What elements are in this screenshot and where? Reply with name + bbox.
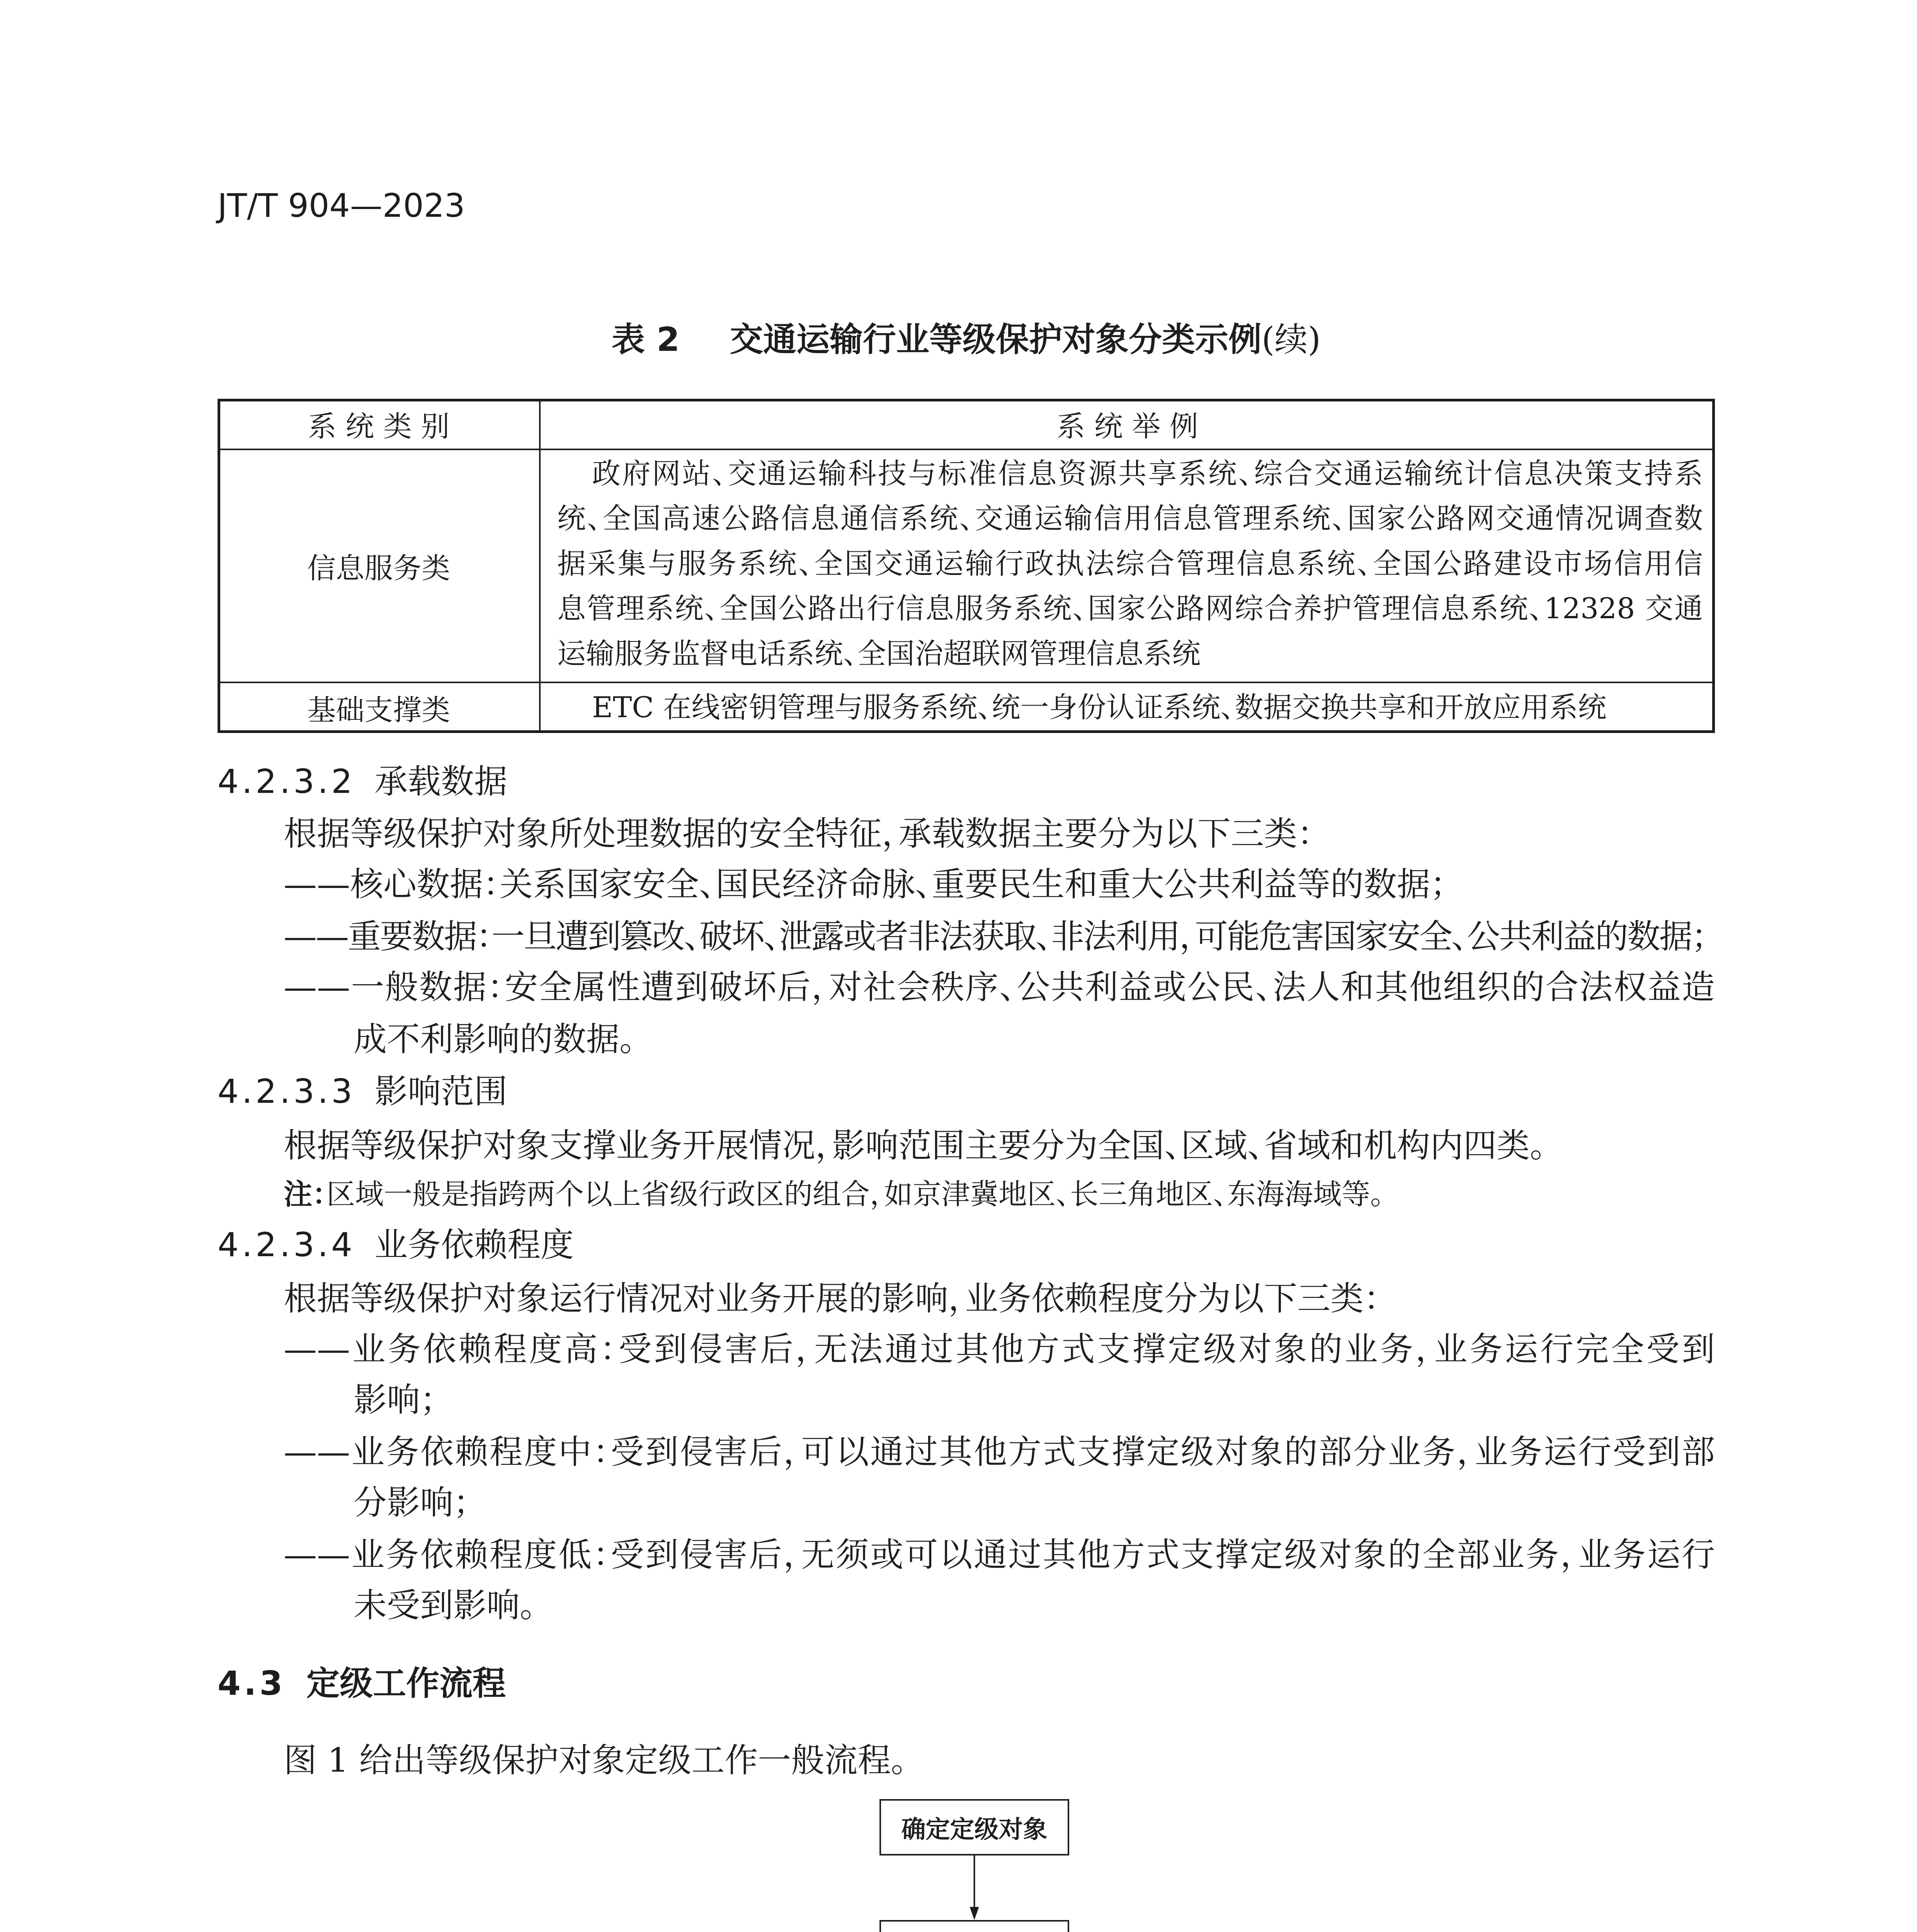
list-item-line: 未受到影响。: [354, 1586, 536, 1625]
note: [284, 1169, 1385, 1220]
note-text: 区域一般是指跨两个以上省级行政区的组合，如京津冀地区、长三角地区、东海海域等。: [327, 1178, 1385, 1211]
flow-arrow: [970, 1855, 979, 1920]
table-caption: [218, 314, 1715, 366]
flowchart: [773, 1785, 1167, 1932]
list-item-line: ——业务依赖程度高：受到侵害后，无法通过其他方式支撑定级对象的业务，业务运行完全受到: [284, 1330, 1715, 1369]
table-cell-line: 统、全国高速公路信息通信系统、交通运输信用信息管理系统、国家公路网交通情况调查数: [557, 502, 1703, 535]
section-title: 业务依赖程度: [374, 1226, 574, 1264]
paragraph-line: 根据等级保护对象运行情况对业务开展的影响，业务依赖程度分为以下三类：: [284, 1279, 1380, 1318]
list-item-line: 成不利影响的数据。: [354, 1020, 636, 1059]
paragraph-line: 根据等级保护对象所处理数据的安全特征，承载数据主要分为以下三类：: [284, 815, 1314, 853]
section-title: 影响范围: [374, 1072, 507, 1111]
section-heading: [218, 1066, 507, 1117]
classification-table: [218, 399, 1715, 733]
flow-step-box: [879, 1920, 1069, 1932]
section-number: 4.2.3.2: [218, 762, 356, 801]
table-cell-line: 息管理系统、全国公路出行信息服务系统、国家公路网综合养护管理信息系统、12328 交通: [557, 592, 1703, 625]
list-item-line: ——业务依赖程度低：受到侵害后，无须或可以通过其他方式支撑定级对象的全部业务，业务运行: [284, 1536, 1715, 1574]
section-number: 4.2.3.4: [218, 1226, 356, 1264]
list-item-line: 分影响；: [354, 1483, 470, 1522]
section-heading: [218, 1658, 506, 1709]
table-cell-category: 信息服务类: [307, 551, 450, 585]
list-item-line: ——核心数据：关系国家安全、国民经济命脉、重要民生和重大公共利益等的数据；: [284, 865, 1447, 904]
section-title: 定级工作流程: [306, 1664, 506, 1703]
table-cell-line: 运输服务监督电话系统、全国治超联网管理信息系统: [557, 637, 1201, 670]
section-number: 4.2.3.3: [218, 1072, 356, 1111]
table-header-category: 系 统 类 别: [308, 410, 450, 443]
table-caption-title: 交通运输行业等级保护对象分类示例: [730, 320, 1262, 359]
flow-step-box: 确定定级对象: [879, 1799, 1069, 1855]
table-cell-category: 基础支撑类: [307, 693, 450, 727]
table-cell-line: ETC 在线密钥管理与服务系统、统一身份认证系统、数据交换共享和开放应用系统: [592, 691, 1607, 724]
paragraph-line: 图 1 给出等级保护对象定级工作一般流程。: [284, 1741, 908, 1780]
list-item-line: ——业务依赖程度中：受到侵害后，可以通过其他方式支撑定级对象的部分业务，业务运行受到部: [284, 1433, 1715, 1471]
list-item-line: ——一般数据：安全属性遭到破坏后，对社会秩序、公共利益或公民、法人和其他组织的合法权益造: [284, 968, 1715, 1007]
standard-code-header: JT/T 904—2023: [218, 187, 465, 224]
list-item-line: 影响；: [354, 1381, 437, 1419]
section-heading: [218, 756, 507, 808]
jt-watermark-seal: [1140, 1924, 1441, 1932]
table-header-examples: 系 统 举 例: [1056, 410, 1198, 443]
table-caption-continued: (续): [1261, 320, 1321, 359]
table-cell-line: 政府网站、交通运输科技与标准信息资源共享系统、综合交通运输统计信息决策支持系: [592, 457, 1703, 490]
paragraph-line: 根据等级保护对象支撑业务开展情况，影响范围主要分为全国、区域、省域和机构内四类。: [284, 1126, 1546, 1165]
table-cell-line: 据采集与服务系统、全国交通运输行政执法综合管理信息系统、全国公路建设市场信用信: [557, 547, 1703, 580]
list-item-line: ——重要数据：一旦遭到篡改、破坏、泄露或者非法获取、非法利用，可能危害国家安全、公共利益的数据；: [284, 917, 1707, 956]
section-title: 承载数据: [374, 762, 507, 801]
section-number: 4.3: [218, 1664, 286, 1703]
note-label: 注：: [284, 1178, 327, 1211]
section-heading: [218, 1219, 574, 1271]
table-caption-number: 表 2: [612, 320, 680, 359]
